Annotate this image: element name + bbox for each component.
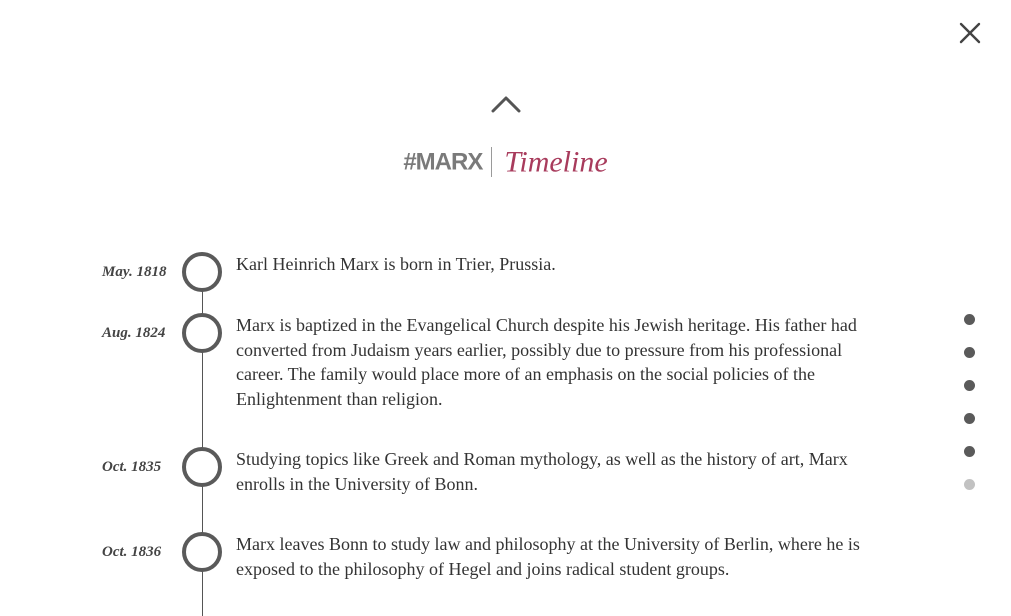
event-date: Oct. 1836 (102, 544, 162, 560)
event-date: May. 1818 (102, 264, 167, 280)
brand-logo-text: #MARX (403, 148, 483, 176)
scroll-up-button[interactable] (489, 94, 523, 116)
page-dot[interactable] (964, 446, 975, 457)
page-dot[interactable] (964, 413, 975, 424)
chevron-up-icon (489, 94, 523, 116)
title-divider (491, 147, 492, 177)
page-subtitle: Timeline (504, 145, 608, 179)
event-text: Studying topics like Greek and Roman mythology, as well as the history of art, Marx enrolls in the University of Bonn. (236, 449, 848, 494)
event-date: Aug. 1824 (102, 325, 166, 341)
event-marker[interactable] (182, 252, 222, 292)
page-title (0, 140, 1011, 184)
event-text: Marx leaves Bonn to study law and philosophy at the University of Berlin, where he is exposed to the philosophy of Hegel and joins radical student groups. (236, 534, 860, 579)
event-text: Karl Heinrich Marx is born in Trier, Prussia. (236, 254, 556, 274)
event-marker[interactable] (182, 447, 222, 487)
page-dot[interactable] (964, 479, 975, 490)
event-marker[interactable] (182, 532, 222, 572)
event-date: Oct. 1835 (102, 459, 162, 475)
close-icon (956, 19, 984, 47)
close-button[interactable] (956, 19, 984, 47)
page-dot[interactable] (964, 314, 975, 325)
event-text: Marx is baptized in the Evangelical Church despite his Jewish heritage. His father had converted from Judaism years earlier, possibly due to pressure from his professional career. The family would place more of an emphasis on the social policies of the Enlightenment than religion. (236, 315, 857, 409)
page-dot[interactable] (964, 380, 975, 391)
page-dot[interactable] (964, 347, 975, 358)
event-marker[interactable] (182, 313, 222, 353)
